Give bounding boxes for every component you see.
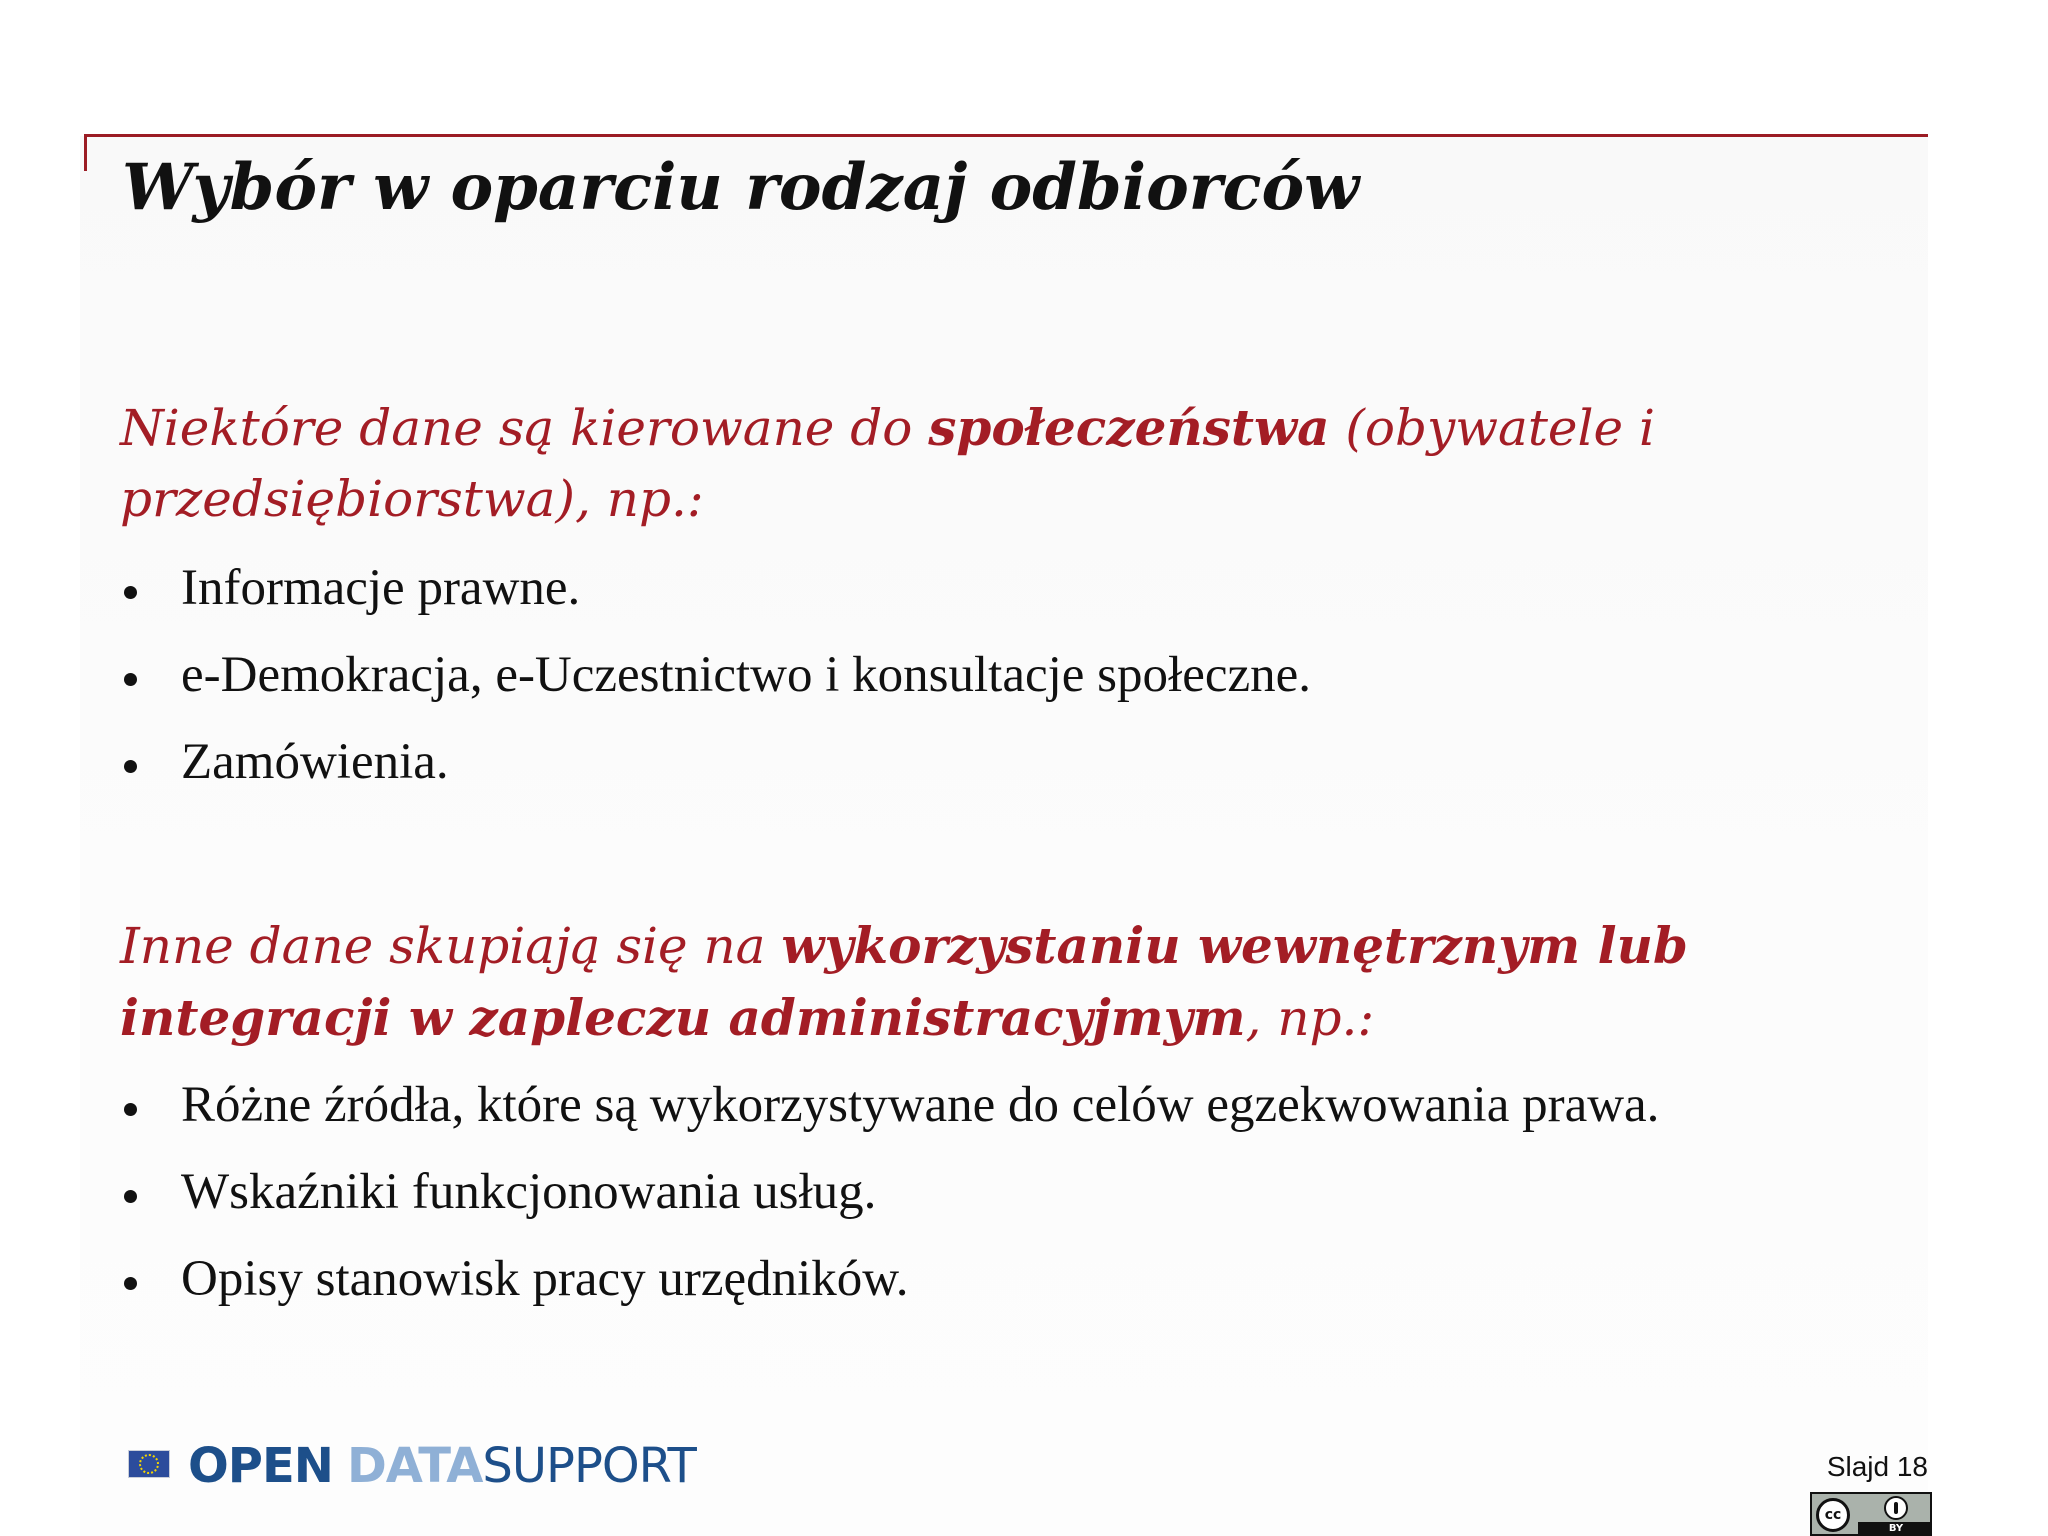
bullet-icon xyxy=(124,760,137,773)
list-item xyxy=(118,1249,1878,1336)
bullet-icon xyxy=(124,586,137,599)
list-item xyxy=(118,558,1878,645)
by-label-icon: BY xyxy=(1858,1522,1932,1536)
list-item-text: Różne źródła, które są wykorzystywane do celów egzekwowania prawa. xyxy=(181,1077,1660,1133)
list-item xyxy=(118,1075,1878,1162)
bullet-icon xyxy=(124,673,137,686)
section1-bullet-list xyxy=(118,558,1878,819)
section2-lead-text-end: , np.: xyxy=(1245,989,1375,1047)
section2-lead-emphasis: wykorzystaniu wewnętrznym lub integracji w zapleczu administracyjmym xyxy=(120,916,1688,1047)
section2-bullet-list xyxy=(118,1075,1878,1336)
section1-lead-emphasis: społeczeństwa xyxy=(928,398,1330,457)
title-rule-tick xyxy=(84,134,87,171)
list-item-text: Informacje prawne. xyxy=(181,560,581,616)
section2-lead-text: Inne dane skupiają się na xyxy=(120,917,782,975)
bullet-icon xyxy=(124,1103,137,1116)
section1-lead-text-end: (obywatele i przedsiębiorstwa), np.: xyxy=(120,399,1655,528)
open-data-support-logo xyxy=(120,1438,696,1494)
list-item xyxy=(118,645,1878,732)
section2-lead xyxy=(120,910,1820,1054)
section1-lead xyxy=(120,392,1820,535)
slide-title: Wybór w oparciu rodzaj odbiorców xyxy=(122,150,1360,225)
attribution-icon xyxy=(1884,1496,1908,1520)
bullet-icon xyxy=(124,1190,137,1203)
logo-open-text: OPEN xyxy=(188,1438,333,1494)
list-item-text: e-Demokracja, e-Uczestnictwo i konsultacje społeczne. xyxy=(181,647,1311,703)
cc-by-icon xyxy=(1810,1492,1932,1536)
logo-data-text: DATA xyxy=(346,1438,483,1494)
list-item-text: Opisy stanowisk pracy urzędników. xyxy=(181,1251,909,1307)
bullet-icon xyxy=(124,1277,137,1290)
list-item xyxy=(118,1162,1878,1249)
list-item-text: Zamówienia. xyxy=(181,734,449,790)
list-item xyxy=(118,732,1878,819)
eu-flag-icon xyxy=(120,1444,180,1488)
list-item-text: Wskaźniki funkcjonowania usług. xyxy=(181,1164,877,1220)
title-rule xyxy=(84,134,1928,137)
cc-icon: cc xyxy=(1816,1498,1850,1532)
logo-support-text: SUPPORT xyxy=(482,1438,696,1494)
slide-number: Slajd 18 xyxy=(1826,1451,1928,1482)
section1-lead-text: Niektóre dane są kierowane do xyxy=(120,399,929,457)
